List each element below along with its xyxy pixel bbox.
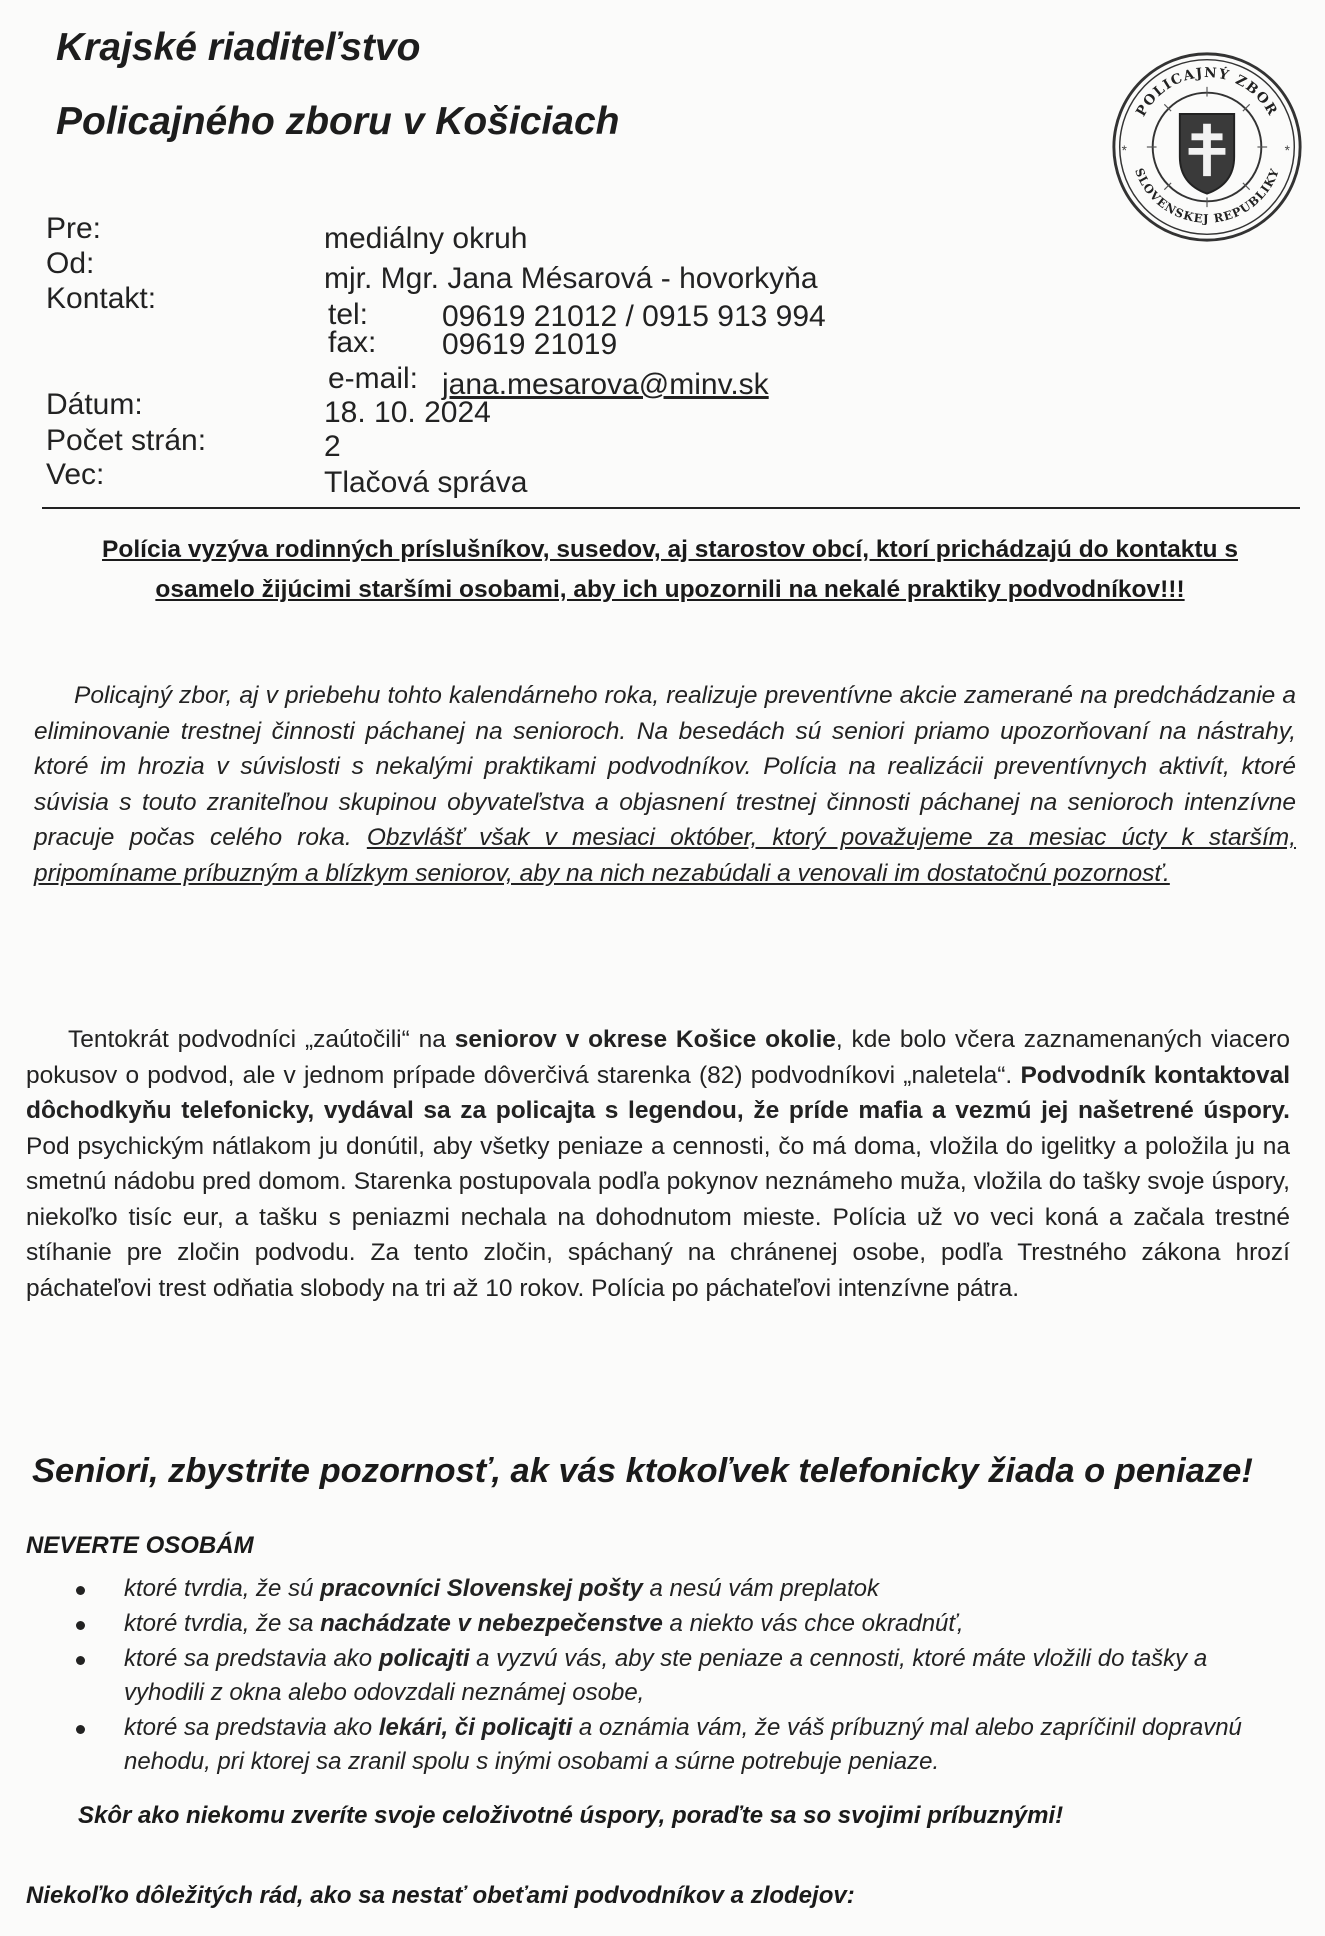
list-item: ktoré tvrdia, že sú pracovníci Slovenskej pošty a nesú vám preplatok [70,1572,1292,1606]
memo-to-value: mediálny okruh [324,222,528,255]
memo-tel-label: tel: [328,298,369,331]
list-item: ktoré tvrdia, že sa nachádzate v nebezpečenstve a niekto vás chce okradnúť, [70,1607,1292,1641]
org-name-line1: Krajské riaditeľstvo [56,26,421,69]
memo-date-label: Dátum: [46,388,143,421]
incident-text-3: Pod psychickým nátlakom ju donútil, aby všetky peniaze a cennosti, čo má doma, vložila do igelitky a položila ju na smetnú nádobu pred domom. Starenka postupovala podľa pokynov neznámeho muža, vložila do tašky svoje úspory, niekoľko tisíc eur, a tašku s peniazmi nechala na dohodnutom mieste. Polícia už vo veci koná a začala trestné stíhanie pre zločin podvodu. Za tento zločin, spáchaný na chránenej osobe, podľa Trestného zákona hrozí páchateľovi trest odňatia slobody na tri až 10 rokov. Polícia po páchateľovi intenzívne pátra. [26,1132,1290,1302]
paragraph-incident [26,1022,1290,1306]
header-divider [42,507,1300,509]
svg-text:*: * [1284,142,1290,158]
memo-pages-label: Počet strán: [46,424,207,457]
bullet-icon [76,1621,85,1630]
paragraph-prevention [34,678,1296,891]
seniors-callout: Seniori, zbystrite pozornosť, ak vás ktokoľvek telefonicky žiada o peniaze! [32,1452,1253,1490]
bullet-icon [76,1656,85,1665]
memo-from-label: Od: [46,247,95,280]
memo-to-label: Pre: [46,212,102,245]
warning-list [70,1572,1292,1780]
memo-subject-value: Tlačová správa [324,466,528,499]
press-headline: Polícia vyzýva rodinných príslušníkov, susedov, aj starostov obcí, ktorí prichádzajú do kontaktu s osamelo žijúcimi staršími osobami, aby ich upozornili na nekalé praktiky podvodníkov!!! [102,536,1238,603]
advice-heading: Niekoľko dôležitých rád, ako sa nestať obeťami podvodníkov a zlodejov: [26,1882,855,1909]
memo-subject-label: Vec: [46,458,105,491]
bullet-icon [76,1586,85,1595]
memo-email-link[interactable]: jana.mesarova@minv.sk [442,368,769,401]
memo-fax-label: fax: [328,326,377,359]
list-item: ktoré sa predstavia ako policajti a vyzvú vás, aby ste peniaze a cennosti, ktoré máte vložili do tašky a vyhodili z okna alebo odovzdali neznámej osobe, [70,1642,1292,1710]
memo-fax-value: 09619 21019 [442,328,618,361]
seal-text-top: POLICAJNÝ ZBOR [1133,64,1281,120]
incident-text-2: , kde bolo včera zaznamenaných viacero pokusov o podvod, ale v jednom prípade dôverčivá starenka (82) podvodníkovi „naletela“. [26,1026,1290,1089]
incident-bold-1: seniorov v okrese Košice okolie [454,1026,836,1053]
memo-from-value: mjr. Mgr. Jana Mésarová - hovorkyňa [324,262,818,295]
memo-email-label: e-mail: [328,362,419,395]
paragraph-prevention-underlined: Obzvlášť však v mesiaci október, ktorý považujeme za mesiac úcty k starším, pripomíname príbuzným a blízkym seniorov, aby na nich nezabúdali a venovali im dostatočnú pozornosť. [34,824,1296,887]
memo-pages-value: 2 [324,430,341,463]
memo-contact-label: Kontakt: [46,282,157,315]
police-seal-logo [1110,50,1304,244]
warning-heading: NEVERTE OSOBÁM [26,1532,254,1559]
memo-date-value: 18. 10. 2024 [324,396,491,429]
org-name-line2: Policajného zboru v Košiciach [56,100,620,143]
svg-text:*: * [1121,142,1127,158]
memo-tel-value: 09619 21012 / 0915 913 994 [442,300,826,333]
list-item: ktoré sa predstavia ako lekári, či policajti a oznámia vám, že váš príbuzný mal alebo zapríčinil dopravnú nehodu, pri ktorej sa zranil spolu s inými osobami a súrne potrebuje peniaze. [70,1711,1292,1779]
incident-text-1: Tentokrát podvodníci „zaútočili“ na [68,1026,455,1053]
bullet-icon [76,1725,85,1734]
warning-closing: Skôr ako niekomu zveríte svoje celoživotné úspory, poraďte sa so svojimi príbuznými! [78,1802,1064,1829]
incident-bold-2: Podvodník kontaktoval dôchodkyňu telefonicky, vydával sa za policajta s legendou, že príde mafia a vezmú jej našetrené úspory. [26,1061,1291,1124]
paragraph-prevention-text: Policajný zbor, aj v priebehu tohto kalendárneho roka, realizuje preventívne akcie zamerané na predchádzanie a eliminovanie trestnej činnosti páchanej na senioroch. Na besedách sú seniori priamo upozorňovaní na nástrahy, ktoré im hrozia v súvislosti s nekalými praktikami podvodníkov. Polícia na realizácii preventívnych aktivít, ktoré súvisia s touto zraniteľnou skupinou obyvateľstva a objasnení trestnej činnosti páchanej na senioroch intenzívne pracuje počas celého roka. [34,682,1296,851]
seal-text-bottom: SLOVENSKEJ REPUBLIKY [1132,166,1282,226]
